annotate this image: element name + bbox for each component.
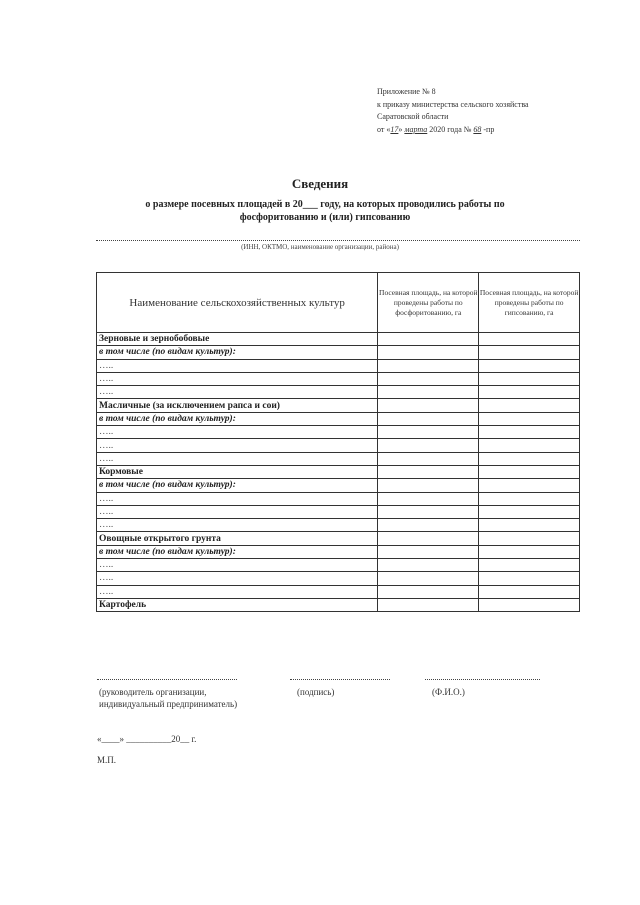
- appendix-block: [377, 86, 529, 136]
- table-row: [97, 492, 580, 505]
- phosphorite-cell[interactable]: [378, 585, 479, 598]
- row-label: …..: [97, 559, 378, 572]
- table-row: [97, 346, 580, 359]
- table-row: [97, 559, 580, 572]
- phosphorite-cell[interactable]: [378, 439, 479, 452]
- appendix-line-3: Саратовской области: [377, 112, 449, 121]
- row-label: …..: [97, 452, 378, 465]
- table-row: [97, 412, 580, 425]
- gypsum-cell[interactable]: [479, 359, 580, 372]
- signature-line: [290, 679, 390, 680]
- gypsum-cell[interactable]: [479, 585, 580, 598]
- appendix-line-4: от «17» марта 2020 года № 68 -пр: [377, 124, 495, 134]
- gypsum-cell[interactable]: [479, 465, 580, 478]
- phosphorite-cell[interactable]: [378, 572, 479, 585]
- gypsum-cell[interactable]: [479, 505, 580, 518]
- table-row: [97, 359, 580, 372]
- row-label: в том числе (по видам культур):: [97, 545, 378, 558]
- row-label: …..: [97, 439, 378, 452]
- table-row: [97, 372, 580, 385]
- row-label: …..: [97, 359, 378, 372]
- row-label: …..: [97, 585, 378, 598]
- table-body: [97, 333, 580, 612]
- organization-fill-caption: (ИНН, ОКТМО, наименование организации, района): [241, 243, 399, 251]
- row-label: Зерновые и зернобобовые: [97, 333, 378, 346]
- order-number: 68: [473, 124, 482, 134]
- gypsum-cell[interactable]: [479, 559, 580, 572]
- crops-table: [96, 272, 580, 612]
- gypsum-cell[interactable]: [479, 598, 580, 611]
- gypsum-cell[interactable]: [479, 479, 580, 492]
- phosphorite-cell[interactable]: [378, 412, 479, 425]
- document-title: Сведения: [291, 176, 349, 191]
- gypsum-cell[interactable]: [479, 426, 580, 439]
- row-label: Картофель: [97, 598, 378, 611]
- phosphorite-cell[interactable]: [378, 426, 479, 439]
- gypsum-cell[interactable]: [479, 399, 580, 412]
- row-label: …..: [97, 426, 378, 439]
- organization-fill-line: [96, 240, 580, 241]
- table-row: [97, 439, 580, 452]
- table-row: [97, 465, 580, 478]
- table-row: [97, 426, 580, 439]
- gypsum-cell[interactable]: [479, 372, 580, 385]
- signature-label: (подпись): [297, 687, 335, 697]
- gypsum-cell[interactable]: [479, 452, 580, 465]
- gypsum-cell[interactable]: [479, 333, 580, 346]
- header-phosphorite-area: Посевная площадь, на которой проведены работы по фосфоритованию, га: [378, 273, 479, 333]
- gypsum-cell[interactable]: [479, 439, 580, 452]
- phosphorite-cell[interactable]: [378, 519, 479, 532]
- phosphorite-cell[interactable]: [378, 598, 479, 611]
- row-label: …..: [97, 372, 378, 385]
- table-row: [97, 479, 580, 492]
- table-header-row: [97, 273, 580, 333]
- stamp-place: М.П.: [97, 755, 117, 765]
- row-label: Кормовые: [97, 465, 378, 478]
- table-row: [97, 452, 580, 465]
- phosphorite-cell[interactable]: [378, 359, 479, 372]
- phosphorite-cell[interactable]: [378, 545, 479, 558]
- row-label: в том числе (по видам культур):: [97, 412, 378, 425]
- gypsum-cell[interactable]: [479, 492, 580, 505]
- table-row: [97, 545, 580, 558]
- row-label: Масличные (за исключением рапса и сои): [97, 399, 378, 412]
- table-row: [97, 386, 580, 399]
- document-subtitle: о размере посевных площадей в 20___ году, на которых проводились работы по фосфоритованию и (или) гипсованию: [145, 199, 505, 223]
- phosphorite-cell[interactable]: [378, 346, 479, 359]
- row-label: …..: [97, 492, 378, 505]
- table-row: [97, 505, 580, 518]
- phosphorite-cell[interactable]: [378, 452, 479, 465]
- gypsum-cell[interactable]: [479, 386, 580, 399]
- head-label: (руководитель организации, индивидуальный предприниматель): [99, 687, 238, 709]
- gypsum-cell[interactable]: [479, 346, 580, 359]
- phosphorite-cell[interactable]: [378, 559, 479, 572]
- row-label: …..: [97, 505, 378, 518]
- phosphorite-cell[interactable]: [378, 386, 479, 399]
- date-line: «____» __________20__ г.: [97, 734, 197, 744]
- phosphorite-cell[interactable]: [378, 505, 479, 518]
- phosphorite-cell[interactable]: [378, 399, 479, 412]
- order-month: марта: [404, 124, 428, 134]
- phosphorite-cell[interactable]: [378, 372, 479, 385]
- header-gypsum-area: Посевная площадь, на которой проведены работы по гипсованию, га: [479, 273, 580, 333]
- row-label: …..: [97, 572, 378, 585]
- gypsum-cell[interactable]: [479, 545, 580, 558]
- table-row: [97, 598, 580, 611]
- table-row: [97, 572, 580, 585]
- phosphorite-cell[interactable]: [378, 479, 479, 492]
- appendix-line-1: Приложение № 8: [377, 87, 436, 96]
- table-row: [97, 532, 580, 545]
- gypsum-cell[interactable]: [479, 572, 580, 585]
- row-label: …..: [97, 519, 378, 532]
- fio-label: (Ф.И.О.): [432, 687, 465, 697]
- phosphorite-cell[interactable]: [378, 333, 479, 346]
- table-row: [97, 333, 580, 346]
- table-row: [97, 399, 580, 412]
- table-row: [97, 585, 580, 598]
- row-label: …..: [97, 386, 378, 399]
- row-label: Овощные открытого грунта: [97, 532, 378, 545]
- row-label: в том числе (по видам культур):: [97, 346, 378, 359]
- gypsum-cell[interactable]: [479, 519, 580, 532]
- gypsum-cell[interactable]: [479, 532, 580, 545]
- row-label: в том числе (по видам культур):: [97, 479, 378, 492]
- phosphorite-cell[interactable]: [378, 492, 479, 505]
- gypsum-cell[interactable]: [479, 412, 580, 425]
- head-sign-line: [97, 679, 237, 680]
- table-row: [97, 519, 580, 532]
- phosphorite-cell[interactable]: [378, 532, 479, 545]
- order-day: 17: [390, 124, 399, 134]
- fio-line: [425, 679, 540, 680]
- header-crop-name: Наименование сельскохозяйственных культур: [97, 273, 378, 333]
- phosphorite-cell[interactable]: [378, 465, 479, 478]
- appendix-line-2: к приказу министерства сельского хозяйства: [377, 99, 529, 109]
